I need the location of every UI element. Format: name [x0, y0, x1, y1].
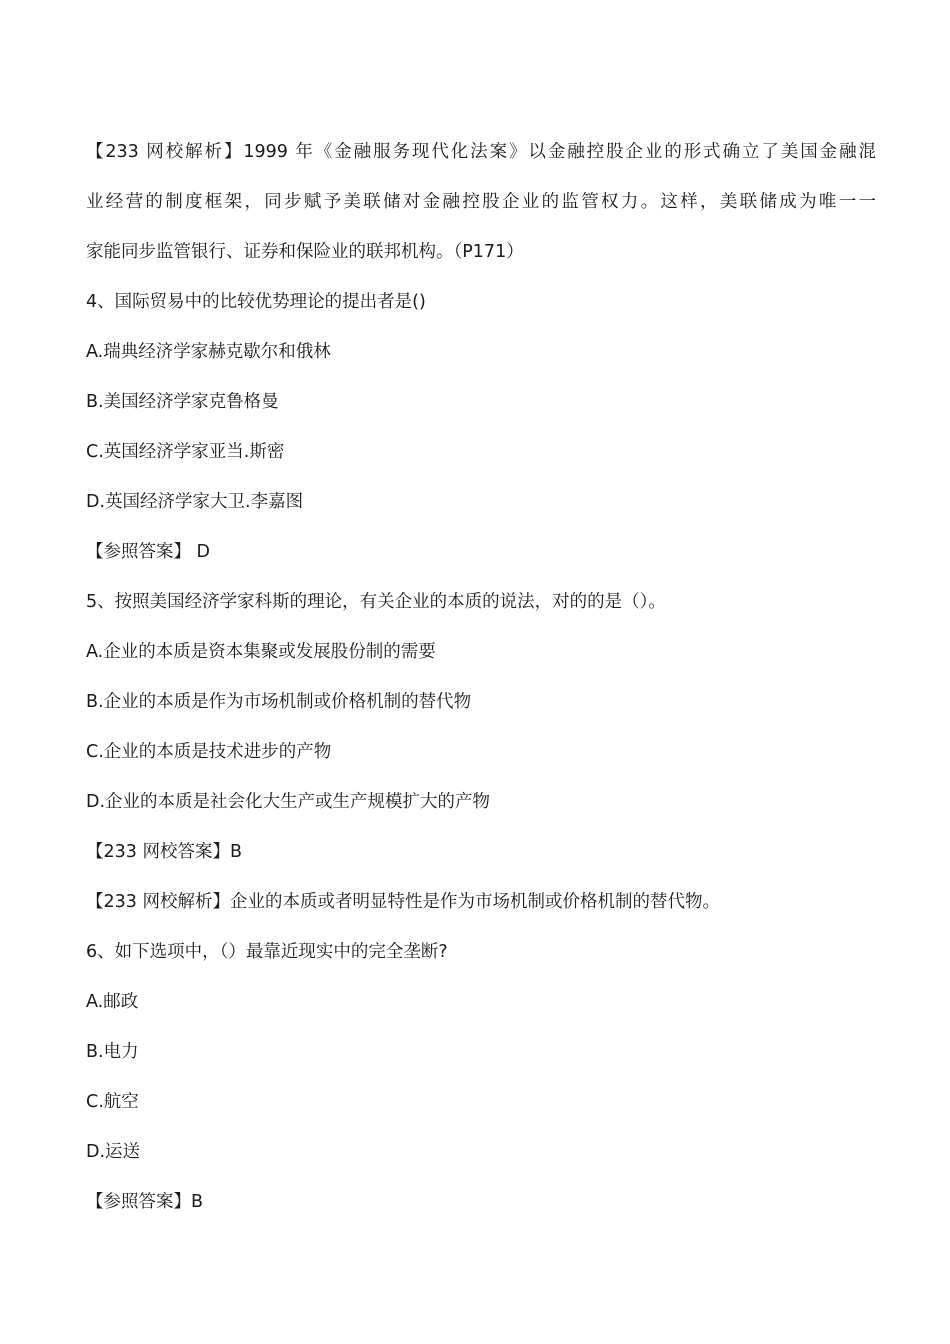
question-4-option-c: C.英国经济学家亚当.斯密 — [86, 442, 285, 462]
question-5-option-a: A.企业的本质是资本集聚或发展股份制的需要 — [86, 642, 436, 662]
question-5-analysis: 【233 网校解析】企业的本质或者明显特性是作为市场机制或价格机制的替代物。 — [86, 892, 720, 912]
question-5-option-c: C.企业的本质是技术进步的产物 — [86, 742, 332, 762]
question-4 — [86, 277, 876, 577]
question-6-option-d: D.运送 — [86, 1142, 141, 1162]
question-6-option-c: C.航空 — [86, 1092, 139, 1112]
question-4-stem: 4、国际贸易中的比较优势理论的提出者是() — [86, 292, 426, 312]
document-body — [86, 127, 876, 1227]
analysis-q3 — [86, 127, 876, 277]
question-6-answer: 【参照答案】B — [86, 1192, 204, 1212]
question-6-option-b: B.电力 — [86, 1042, 139, 1062]
question-4-option-d: D.英国经济学家大卫.李嘉图 — [86, 492, 304, 512]
question-5-answer: 【233 网校答案】B — [86, 842, 242, 862]
analysis-q3-line-3: 家能同步监管银行、证券和保险业的联邦机构。（P171） — [86, 242, 524, 262]
question-4-answer: 【参照答案】 D — [86, 542, 211, 562]
question-6-stem: 6、如下选项中，（）最靠近现实中的完全垄断? — [86, 942, 448, 962]
question-4-option-b: B.美国经济学家克鲁格曼 — [86, 392, 279, 412]
question-6-option-a: A.邮政 — [86, 992, 139, 1012]
analysis-q3-line-2: 业经营的制度框架，同步赋予美联储对金融控股企业的监管权力。这样，美联储成为唯一一 — [86, 192, 876, 212]
question-5-option-b: B.企业的本质是作为市场机制或价格机制的替代物 — [86, 692, 472, 712]
question-4-option-a: A.瑞典经济学家赫克歇尔和俄林 — [86, 342, 331, 362]
analysis-q3-line-1: 【233 网校解析】1999 年《金融服务现代化法案》以金融控股企业的形式确立了美国金融混 — [86, 142, 876, 162]
question-5-option-d: D.企业的本质是社会化大生产或生产规模扩大的产物 — [86, 792, 491, 812]
question-5-stem: 5、按照美国经济学家科斯的理论，有关企业的本质的说法，对的的是（）。 — [86, 592, 666, 612]
question-5 — [86, 577, 876, 927]
question-6 — [86, 927, 876, 1227]
